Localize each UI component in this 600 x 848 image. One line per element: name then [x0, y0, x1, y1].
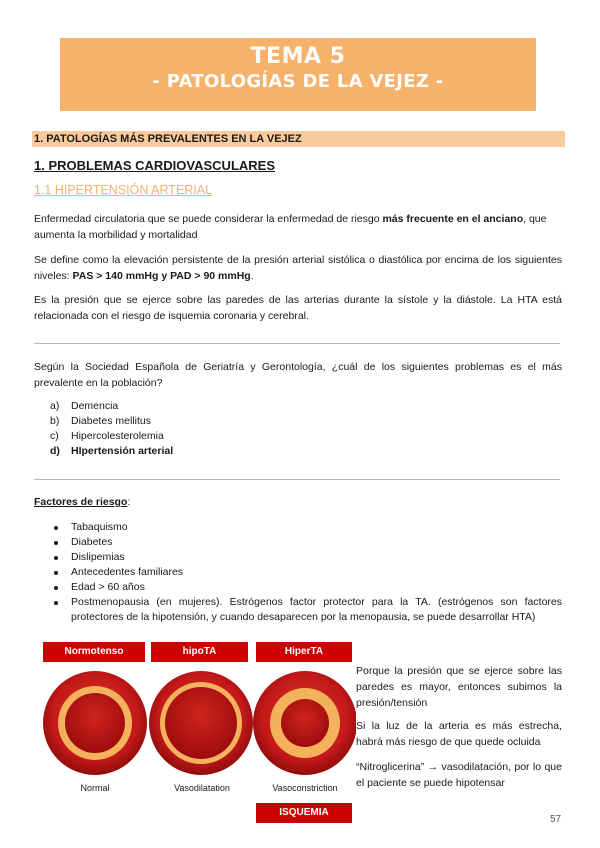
- option-letter: b): [50, 415, 60, 427]
- list-item: [52, 595, 562, 625]
- exam-question: Según la Sociedad Española de Geriatría y Gerontología, ¿cuál de los siguientes problemas es el más prevalente en la población?: [34, 361, 562, 389]
- option-item: [50, 414, 173, 429]
- list-item: [52, 535, 562, 550]
- option-item-correct: [50, 444, 173, 459]
- option-letter: d): [50, 445, 60, 457]
- bullet-icon: [54, 526, 58, 530]
- note-nitroglycerin: “Nitroglicerina” → vasodilatación, por lo que el paciente se puede hipotensar: [356, 761, 562, 789]
- note-pressure: Porque la presión que se ejerce sobre las paredes es mayor, entonces subimos la presión/tensión: [356, 665, 562, 709]
- para2-text: Se define como la elevación persistente de la presión arterial sistólica o diastólica por encima de los siguientes niveles:: [34, 254, 562, 282]
- artery-normal: [43, 671, 147, 775]
- para1-bold: más frecuente en el anciano: [382, 213, 524, 225]
- option-letter: a): [50, 400, 60, 412]
- caption-vasoconstriction: Vasoconstriction: [272, 783, 338, 793]
- bullet-icon: [54, 586, 58, 590]
- list-item-text: Postmenopausia (en mujeres). Estrógenos factor protector para la TA. (estrógenos son factores protectores de la hipotensión, y cuando desaparecen por la menopausia, se puede desarrollar HTA): [71, 596, 562, 623]
- risk-factors-list: [52, 520, 562, 625]
- page-subtitle: - PATOLOGÍAS DE LA VEJEZ -: [152, 71, 444, 92]
- label-hiperta: HiperTA: [256, 642, 352, 662]
- bullet-icon: [54, 601, 58, 605]
- divider: [34, 479, 560, 480]
- artery-diagram: [40, 664, 356, 782]
- list-item-text: Edad > 60 años: [71, 581, 145, 593]
- list-item-text: Tabaquismo: [71, 521, 128, 533]
- caption-vasodilatation: Vasodilatation: [174, 783, 230, 793]
- option-item: [50, 399, 173, 414]
- bullet-icon: [54, 571, 58, 575]
- artery-vasodilatation: [149, 671, 253, 775]
- hta-heading: 1.1 HIPERTENSIÓN ARTERIAL: [34, 183, 213, 197]
- label-isquemia: ISQUEMIA: [256, 803, 352, 823]
- note-lumen: Si la luz de la arteria es más estrecha, habrá más riesgo de que quede ocluida: [356, 720, 562, 748]
- option-text: Demencia: [71, 400, 119, 412]
- para1-tail: , que aumenta la morbilidad y mortalidad: [34, 213, 547, 241]
- risk-factors-heading: [34, 496, 130, 508]
- label-hipota: hipoTA: [151, 642, 248, 662]
- page-number: 57: [550, 814, 562, 825]
- para1-text: Enfermedad circulatoria que se puede considerar la enfermedad de riesgo: [34, 213, 383, 225]
- list-item-text: Dislipemias: [71, 551, 125, 563]
- paragraph-pressure: Es la presión que se ejerce sobre las paredes de las arterias durante la sístole y la diástole. La HTA está relacionada con el riesgo de isquemia coronaria y cerebral.: [34, 294, 562, 322]
- paragraph-definition: [34, 211, 562, 243]
- caption-normal: Normal: [80, 783, 110, 793]
- page-title: TEMA 5: [250, 44, 346, 69]
- list-item: [52, 565, 562, 580]
- list-item: [52, 580, 562, 595]
- option-text: HIpertensión arterial: [71, 445, 174, 457]
- list-item-text: Diabetes: [71, 536, 113, 548]
- paragraph-levels: [34, 252, 562, 284]
- risk-colon: :: [127, 496, 131, 508]
- bullet-icon: [54, 556, 58, 560]
- section-heading: 1. PATOLOGÍAS MÁS PREVALENTES EN LA VEJEZ: [32, 131, 565, 147]
- risk-title: Factores de riesgo: [34, 496, 128, 508]
- list-item-text: Antecedentes familiares: [71, 566, 184, 578]
- option-text: Hipercolesterolemia: [71, 430, 164, 442]
- divider: [34, 343, 560, 344]
- bullet-icon: [54, 541, 58, 545]
- list-item: [52, 550, 562, 565]
- list-item: [52, 520, 562, 535]
- artery-vasoconstriction: [253, 671, 356, 775]
- title-banner: [60, 38, 536, 111]
- option-item: [50, 429, 173, 444]
- problems-heading: 1. PROBLEMAS CARDIOVASCULARES: [34, 158, 276, 173]
- option-letter: c): [50, 430, 59, 442]
- option-text: Diabetes mellitus: [71, 415, 151, 427]
- label-normotenso: Normotenso: [43, 642, 145, 662]
- para2-bold: PAS > 140 mmHg y PAD > 90 mmHg: [72, 270, 251, 282]
- answer-options: [50, 399, 173, 459]
- para2-tail: .: [250, 270, 254, 282]
